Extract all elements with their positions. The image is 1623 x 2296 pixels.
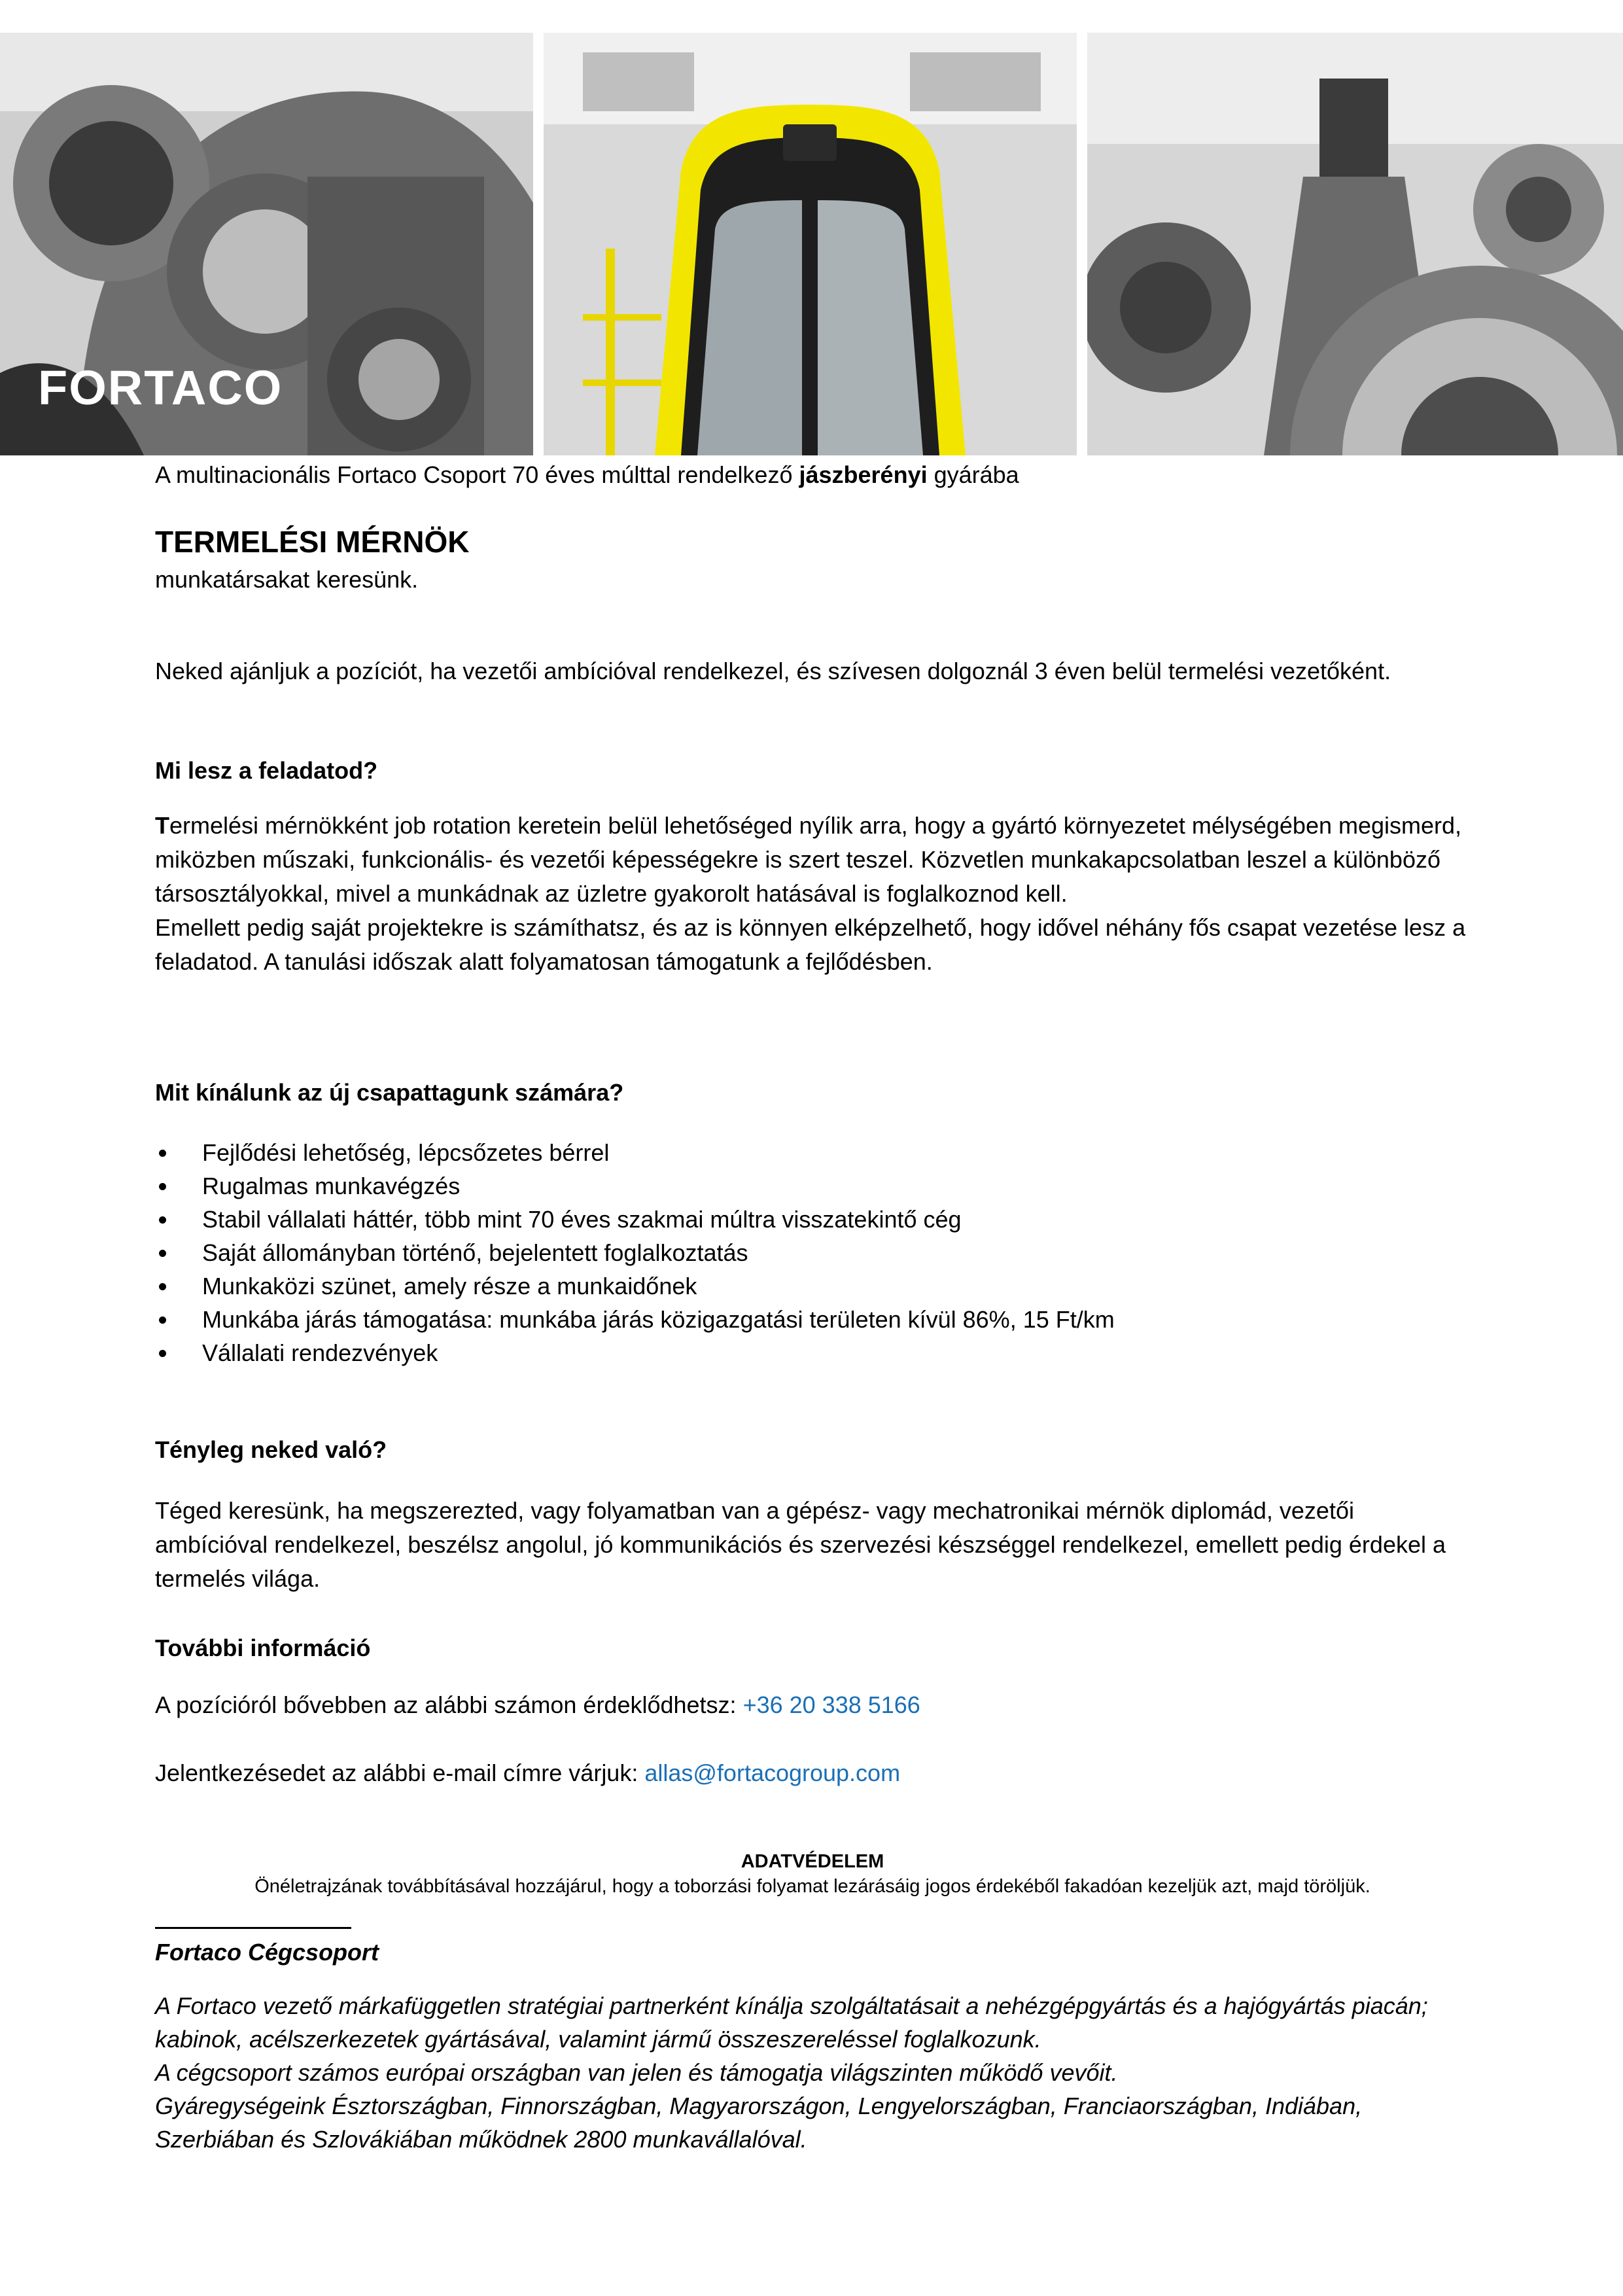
tasks-paragraph-2: Emellett pedig saját projektekre is számíthatsz, és az is könnyen elképzelhető, hogy idővel néhány fős csapat vezetése lesz a feladatod. A tanulási időszak alatt folyamatosan támogatunk a fejlődésben.: [155, 914, 1466, 975]
phone-link[interactable]: +36 20 338 5166: [742, 1691, 920, 1718]
industrial-casting-photo: [0, 33, 533, 455]
group-line: A cégcsoport számos európai országban van jelen és támogatja világszinten működő vevőit.: [155, 2059, 1118, 2086]
group-line: A Fortaco vezető márkafüggetlen stratégiai partnerként kínálja szolgáltatásait a nehézgépgyártás és a hajógyártás piacán; kabinok, acélszerkezetek gyártásával, valamint jármű összeszereléssel foglalkozunk.: [155, 1992, 1428, 2053]
email-link[interactable]: allas@fortacogroup.com: [644, 1759, 901, 1786]
phone-line: [155, 1688, 1470, 1722]
header-banner: [0, 33, 1623, 455]
yellow-cabin-photo: [544, 33, 1077, 455]
group-heading: Fortaco Cégcsoport: [155, 1939, 379, 1966]
list-item: Munkába járás támogatása: munkába járás közigazgatási területen kívül 86%, 15 Ft/km: [155, 1303, 1470, 1336]
intro-prefix: A multinacionális Fortaco Csoport 70 éves múlttal rendelkező: [155, 461, 799, 488]
intro-suffix: gyárába: [927, 461, 1019, 488]
offer-heading: Mit kínálunk az új csapattagunk számára?: [155, 1079, 624, 1106]
fit-heading: Tényleg neked való?: [155, 1436, 387, 1463]
list-item: Fejlődési lehetőség, lépcsőzetes bérrel: [155, 1136, 1470, 1169]
list-item: Vállalati rendezvények: [155, 1336, 1470, 1369]
email-line: [155, 1756, 1470, 1790]
lead-paragraph: Neked ajánljuk a pozíciót, ha vezetői ambícióval rendelkezel, és szívesen dolgoznál 3 éven belül termelési vezetőként.: [155, 658, 1391, 684]
job-subtitle: munkatársakat keresünk.: [155, 566, 419, 593]
tasks-paragraph-1: [155, 809, 1470, 911]
tasks-first-letter: T: [155, 812, 169, 839]
email-label: Jelentkezésedet az alábbi e-mail címre várjuk:: [155, 1759, 645, 1786]
more-info-heading: További információ: [155, 1634, 371, 1661]
phone-label: A pozícióról bővebben az alábbi számon érdeklődhetsz:: [155, 1691, 743, 1718]
list-item: Rugalmas munkavégzés: [155, 1169, 1470, 1203]
group-description: [155, 1989, 1470, 2156]
fit-paragraph: Téged keresünk, ha megszerezted, vagy folyamatban van a gépész- vagy mechatronikai mérnök diplomád, vezetői ambícióval rendelkezel, beszélsz angolul, jó kommunikációs és szervezési készséggel rendelkezel, emellett pedig érdekel a termelés világa.: [155, 1497, 1446, 1592]
list-item: Saját állományban történő, bejelentett foglalkoztatás: [155, 1236, 1470, 1269]
job-title: TERMELÉSI MÉRNÖK: [155, 525, 470, 559]
section-divider: [155, 1927, 351, 1929]
fortaco-logo: FORTACO: [38, 361, 283, 415]
tasks-body: [155, 809, 1470, 979]
list-item: Munkaközi szünet, amely része a munkaidőnek: [155, 1269, 1470, 1303]
tasks-heading: Mi lesz a feladatod?: [155, 757, 378, 784]
offer-list: [155, 1136, 1470, 1369]
intro-city: jászberényi: [799, 461, 928, 488]
group-line: Gyáregységeink Észtországban, Finnországban, Magyarországon, Lengyelországban, Franciaországban, Indiában, Szerbiában és Szlovákiában működnek 2800 munkavállalóval.: [155, 2093, 1363, 2153]
list-item: Stabil vállalati háttér, több mint 70 éves szakmai múltra visszatekintő cég: [155, 1203, 1470, 1236]
privacy-heading: ADATVÉDELEM: [741, 1851, 884, 1872]
tasks-text-1: ermelési mérnökként job rotation keretein belül lehetőséged nyílik arra, hogy a gyártó környezetet mélységében megismerd, miközben műszaki, funkcionális- és vezetői képességekre is szert teszel. Közvetlen munkakapcsolatban leszel a különböző társosztályokkal, mivel a munkádnak az üzletre gyakorolt hatásával is foglalkoznod kell.: [155, 812, 1462, 907]
intro-line: [155, 458, 1470, 492]
privacy-text: Önéletrajzának továbbításával hozzájárul, hogy a toborzási folyamat lezárásáig jogos érdekéből fakadóan kezeljük azt, majd töröljük.: [254, 1876, 1370, 1897]
machinery-assembly-photo: [1087, 33, 1623, 455]
